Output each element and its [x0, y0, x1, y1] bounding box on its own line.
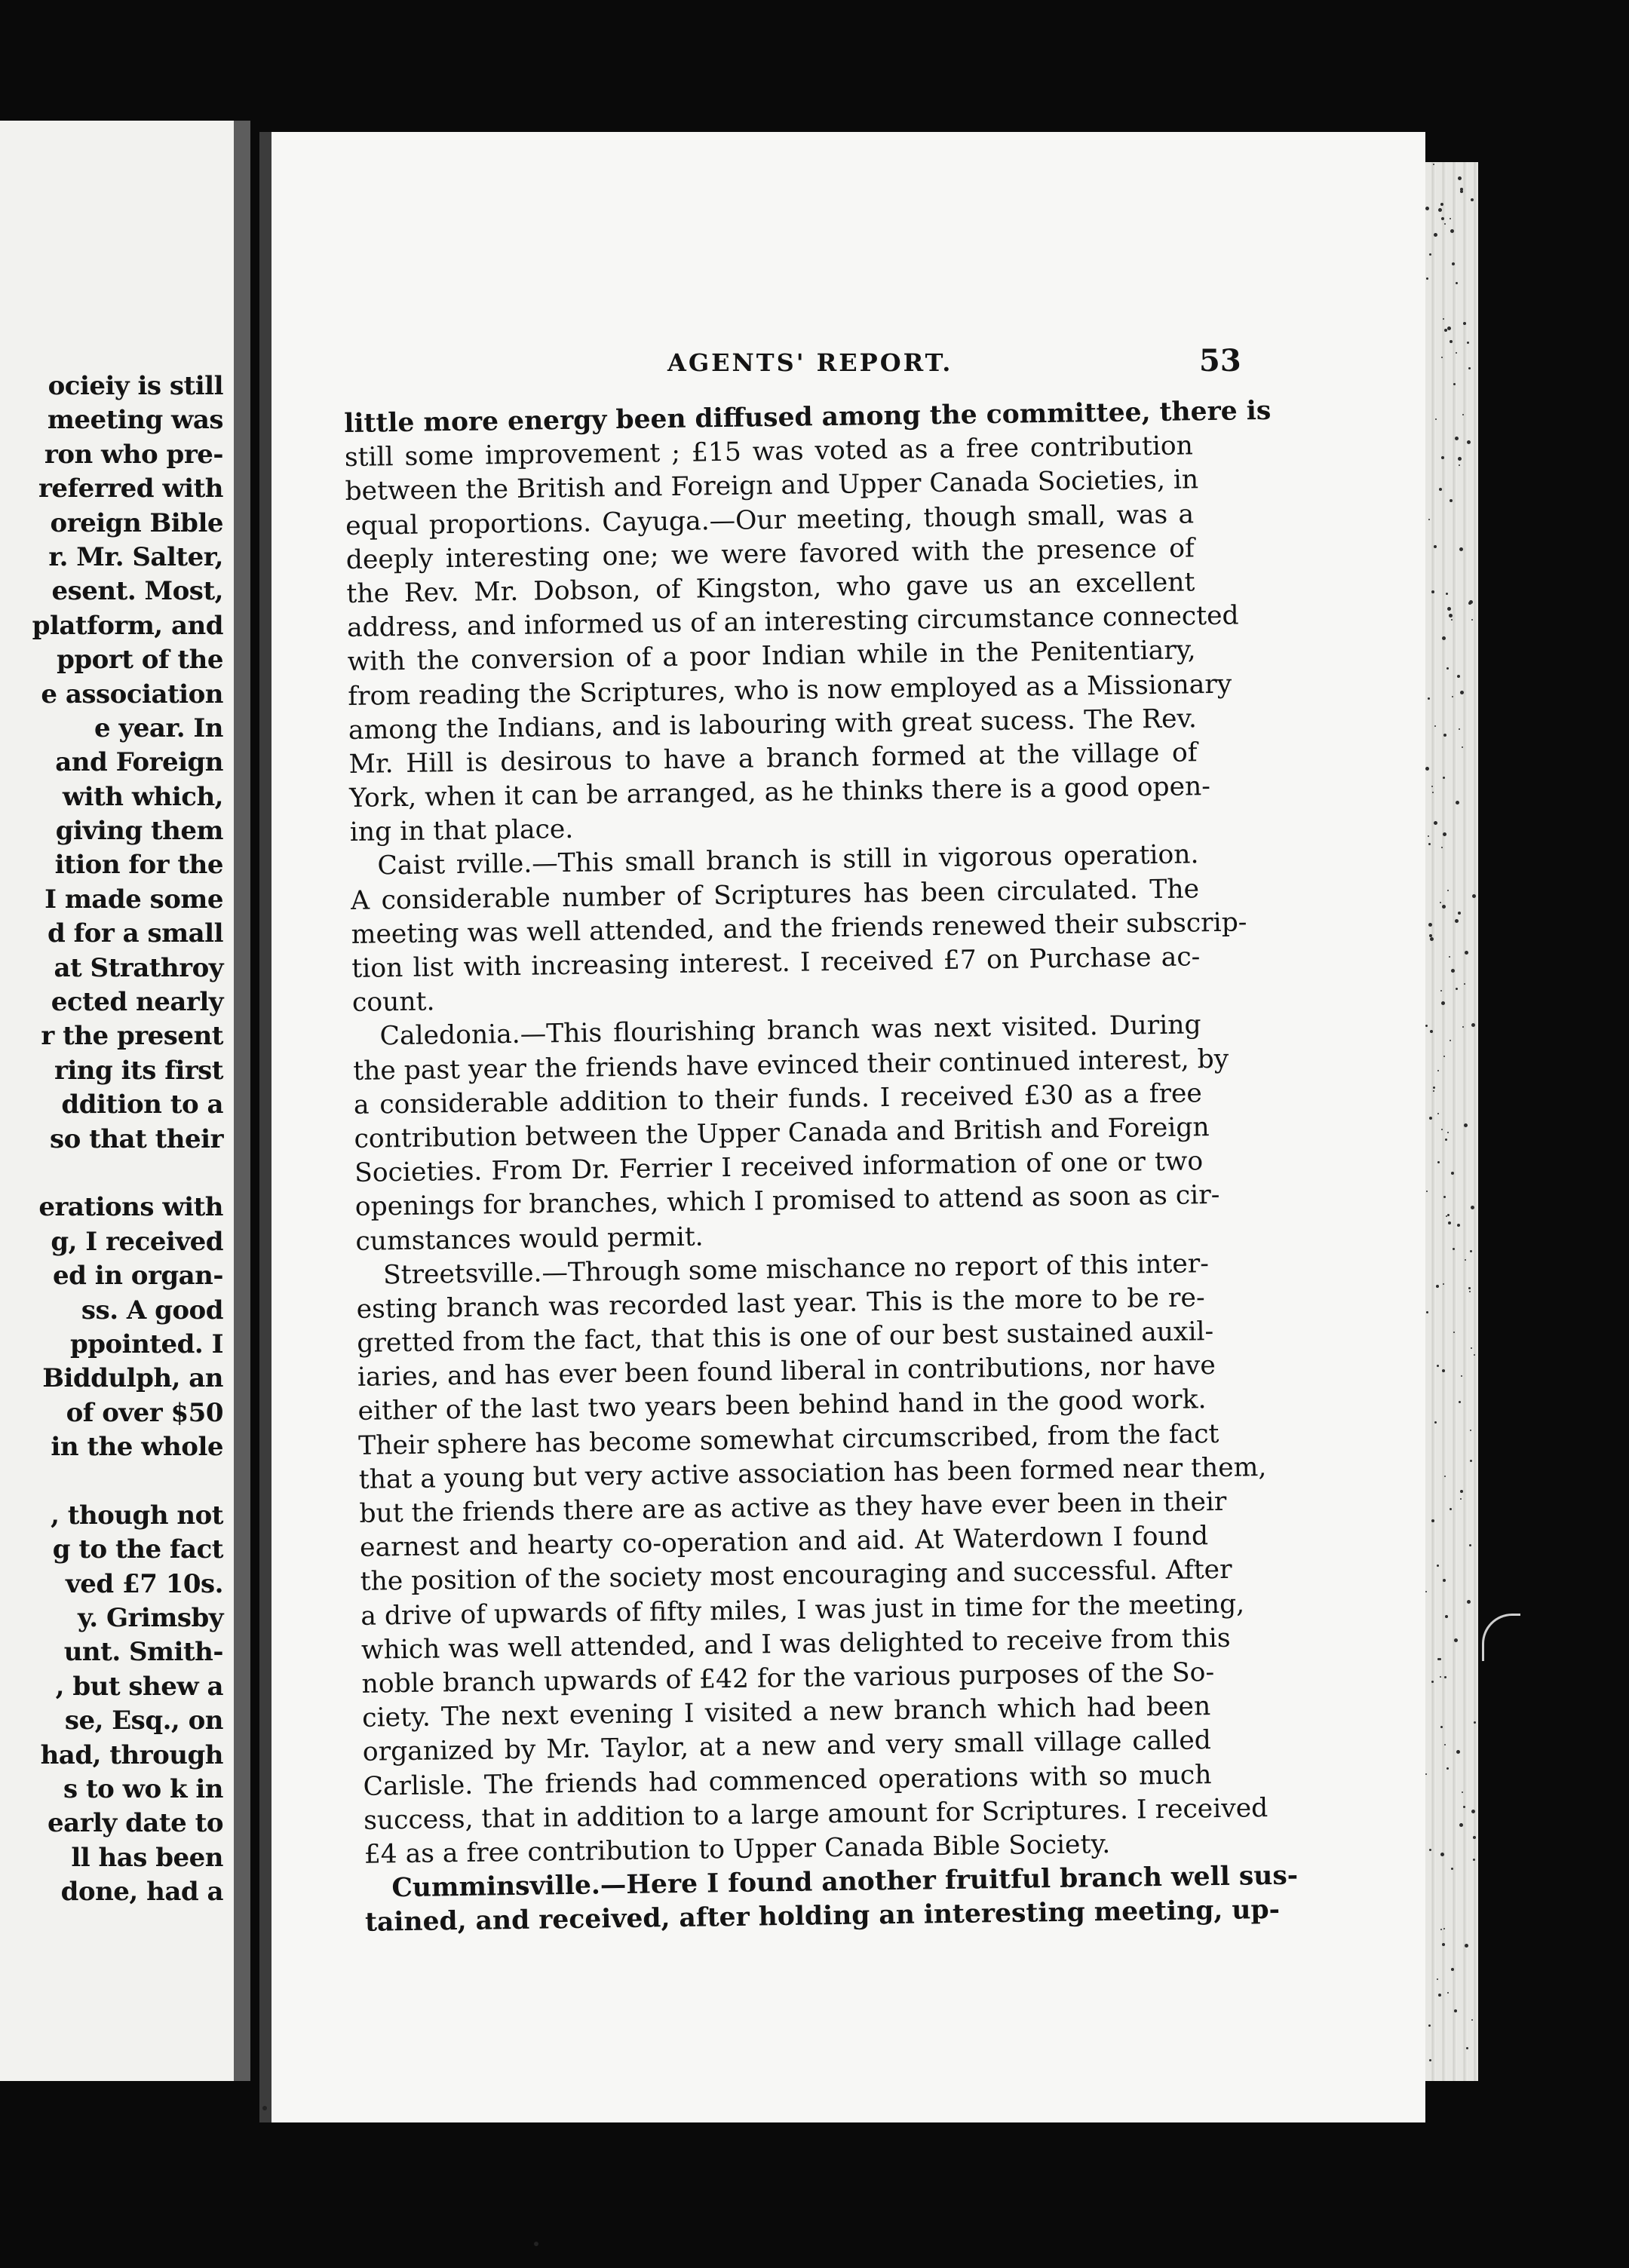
edge-speck — [1460, 691, 1464, 694]
left-page-line: g, I received — [51, 1226, 223, 1257]
edge-speck — [1471, 619, 1473, 621]
edge-speck — [1470, 1460, 1472, 1462]
edge-speck — [1462, 414, 1464, 415]
text-line: Societies. From Dr. Ferrier I received information of one or two — [354, 1146, 1204, 1189]
edge-speck — [1433, 1090, 1434, 1092]
edge-speck — [1465, 1944, 1468, 1948]
text-line: between the British and Foreign and Upper Canada Societies, in — [345, 464, 1199, 507]
text-line: Mr. Hill is desirous to have a branch formed at the village of — [348, 737, 1198, 780]
left-page-line: ocieiy is still — [48, 371, 223, 401]
edge-speck — [1429, 1849, 1431, 1851]
edge-speck — [1442, 1369, 1445, 1372]
edge-speck — [1467, 342, 1469, 344]
edge-speck — [1425, 1025, 1428, 1027]
edge-speck — [1440, 203, 1443, 206]
edge-speck — [1451, 1968, 1454, 1971]
page-edge — [1425, 162, 1478, 2081]
edge-speck — [1437, 1658, 1440, 1660]
text-line: iaries, and has ever been found liberal in contributions, nor have — [357, 1350, 1216, 1393]
edge-speck — [1428, 519, 1430, 520]
edge-speck — [1469, 600, 1473, 604]
edge-speck — [1428, 843, 1431, 845]
edge-speck — [1463, 1806, 1465, 1808]
text-line: earnest and hearty co-operation and aid. At Waterdown I found — [359, 1521, 1209, 1564]
edge-speck — [1453, 383, 1456, 385]
text-line: which was well attended, and I was delighted to receive from this — [360, 1623, 1231, 1666]
text-line: equal proportions. Cayuga.—Our meeting, though small, was a — [345, 498, 1195, 541]
edge-speck — [1445, 1139, 1447, 1141]
left-page-line: with which, — [62, 781, 223, 812]
edge-speck — [1451, 1172, 1454, 1175]
edge-speck — [1444, 1476, 1446, 1477]
text-line: tion list with increasing interest. I received £7 on Purchase ac- — [351, 942, 1201, 984]
left-page-line: ppointed. I — [69, 1329, 223, 1359]
left-page-line: ved £7 10s. — [66, 1568, 223, 1599]
text-line: esting branch was recorded last year. This is the more to be re- — [356, 1283, 1205, 1325]
edge-speck — [1458, 176, 1462, 180]
edge-speck — [1453, 1248, 1455, 1250]
edge-speck — [1464, 983, 1465, 985]
edge-speck — [1433, 1086, 1435, 1089]
text-line: that a young but very active association has been formed near them, — [358, 1451, 1267, 1495]
edge-speck — [1443, 1928, 1445, 1929]
edge-speck — [1431, 786, 1433, 787]
edge-speck — [1440, 1676, 1441, 1678]
text-line: a considerable addition to their funds. I received £30 as a free — [353, 1077, 1203, 1120]
edge-speck — [1447, 1992, 1449, 1994]
page-number: 53 — [1199, 343, 1241, 379]
edge-speck — [1448, 1221, 1451, 1224]
edge-speck — [1464, 1123, 1468, 1127]
edge-speck — [1471, 2019, 1473, 2021]
left-page-line: meeting was — [47, 405, 223, 436]
text-line: the Rev. Mr. Dobson, of Kingston, who gave us an excellent — [346, 567, 1195, 609]
left-page-line: r the present — [41, 1021, 223, 1052]
left-page-line: r. Mr. Salter, — [48, 541, 223, 572]
edge-speck — [1456, 988, 1458, 990]
edge-speck — [1462, 1791, 1463, 1793]
left-page-line: e year. In — [94, 713, 223, 743]
text-line: count. — [351, 986, 435, 1019]
edge-speck — [1456, 801, 1459, 805]
left-page-fragment — [0, 121, 250, 2081]
edge-speck — [1443, 1196, 1446, 1198]
left-page-line: ron who pre- — [44, 439, 223, 470]
edge-speck — [1471, 1206, 1474, 1209]
left-page-line: and Foreign — [55, 747, 223, 778]
edge-speck — [1458, 912, 1461, 915]
edge-speck — [1440, 902, 1441, 903]
edge-speck — [1459, 1823, 1463, 1827]
edge-speck — [1430, 937, 1434, 941]
edge-speck — [1449, 614, 1453, 618]
edge-speck — [1429, 1117, 1432, 1120]
text-line: Caledonia.—This flourishing branch was next visited. During — [379, 1010, 1201, 1052]
edge-speck — [1471, 1023, 1475, 1027]
text-line: either of the last two years been behind hand in the good work. — [357, 1384, 1207, 1427]
left-page-line: had, through — [40, 1739, 223, 1770]
edge-speck — [1470, 1430, 1471, 1431]
edge-speck — [1472, 894, 1476, 898]
edge-speck — [1429, 2059, 1431, 2061]
edge-speck — [1466, 2047, 1468, 2049]
edge-speck — [1443, 1579, 1446, 1582]
edge-speck — [1431, 1519, 1434, 1522]
text-line: Cumminsville.—Here I found another fruitful branch well sus- — [391, 1860, 1299, 1904]
edge-speck — [1441, 217, 1444, 220]
left-page-line: , though not — [51, 1500, 223, 1531]
edge-speck — [1437, 1365, 1439, 1367]
edge-speck — [1462, 746, 1463, 748]
edge-speck — [1471, 1810, 1475, 1813]
edge-speck — [1425, 1773, 1427, 1775]
text-line: contribution between the Upper Canada and British and Foreign — [354, 1112, 1210, 1154]
edge-speck — [1460, 1490, 1463, 1493]
ink-speck — [262, 2106, 267, 2110]
text-line: Caist rville.—This small branch is still in vigorous operation. — [377, 839, 1199, 881]
edge-speck — [1438, 208, 1442, 212]
edge-speck — [1434, 233, 1437, 237]
edge-speck — [1471, 198, 1474, 201]
edge-speck — [1447, 607, 1451, 611]
edge-speck — [1444, 1676, 1446, 1678]
body-text — [344, 395, 1299, 1940]
left-page-line: referred with — [38, 474, 223, 504]
edge-speck — [1437, 1113, 1439, 1114]
edge-speck — [1437, 1161, 1440, 1163]
edge-speck — [1438, 1994, 1441, 1997]
edge-speck — [1437, 1978, 1438, 1980]
text-line: deeply interesting one; we were favored with the presence of — [345, 533, 1195, 575]
edge-speck — [1441, 847, 1443, 848]
left-page-line: , but shew a — [55, 1671, 223, 1702]
left-page-line: at Strathroy — [54, 952, 223, 983]
left-page-line: I made some — [44, 884, 223, 915]
left-page-line: d for a small — [47, 918, 223, 949]
edge-speck — [1434, 725, 1436, 727]
edge-speck — [1453, 1332, 1455, 1333]
text-line: openings for branches, which I promised to attend as soon as cir- — [354, 1180, 1220, 1223]
left-page-line: pport of the — [57, 645, 223, 676]
edge-speck — [1469, 1544, 1471, 1546]
edge-speck — [1439, 488, 1442, 491]
edge-speck — [1450, 499, 1453, 502]
edge-speck — [1468, 367, 1471, 369]
left-page-line: giving them — [55, 816, 223, 847]
text-line: from reading the Scriptures, who is now employed as a Missionary — [348, 669, 1232, 712]
text-line: Streetsville.—Through some mischance no report of this inter- — [382, 1248, 1210, 1291]
edge-speck — [1433, 164, 1434, 165]
left-page-line: ed in organ- — [53, 1261, 223, 1292]
edge-speck — [1425, 207, 1429, 210]
edge-speck — [1465, 1259, 1466, 1261]
edge-speck — [1434, 821, 1437, 825]
text-line: but the friends there are as active as they have ever been in their — [359, 1486, 1227, 1529]
edge-speck — [1451, 1868, 1453, 1870]
edge-speck — [1450, 1040, 1451, 1041]
edge-speck — [1460, 190, 1463, 193]
edge-speck — [1446, 1767, 1449, 1770]
text-line: among the Indians, and is labouring with great sucess. The Rev. — [348, 703, 1198, 746]
edge-speck — [1452, 262, 1455, 265]
edge-speck — [1440, 1726, 1443, 1728]
edge-speck — [1445, 1615, 1448, 1618]
left-page-line: oreign Bible — [50, 507, 223, 538]
edge-speck — [1436, 1285, 1439, 1288]
edge-speck — [1455, 437, 1459, 440]
edge-speck — [1434, 1421, 1437, 1424]
edge-speck — [1426, 277, 1428, 280]
edge-speck — [1456, 1750, 1460, 1754]
edge-speck — [1447, 890, 1449, 891]
edge-speck — [1443, 1056, 1445, 1057]
left-page-line: se, Esq., on — [64, 1706, 223, 1736]
edge-speck — [1474, 1721, 1476, 1724]
text-line: gretted from the fact, that this is one of our best sustained auxil- — [357, 1316, 1214, 1359]
text-line: Carlisle. The friends had commenced operations with so much — [363, 1759, 1212, 1802]
edge-speck — [1452, 696, 1453, 697]
left-page-line: ition for the — [54, 850, 223, 881]
edge-speck — [1440, 990, 1442, 991]
edge-speck — [1443, 832, 1446, 836]
edge-speck — [1451, 969, 1455, 973]
edge-speck — [1428, 697, 1430, 700]
edge-speck — [1469, 1291, 1471, 1292]
text-line: £4 as a free contribution to Upper Canada Bible Society. — [364, 1828, 1111, 1870]
edge-speck — [1450, 1508, 1452, 1510]
edge-speck — [1442, 1943, 1445, 1946]
left-page-line: done, had a — [60, 1877, 223, 1908]
edge-speck — [1425, 767, 1429, 771]
left-page-line — [0, 1465, 223, 1499]
edge-speck — [1467, 440, 1471, 444]
left-page-line: ected nearly — [51, 987, 223, 1018]
left-page-text — [0, 369, 223, 1910]
edge-speck — [1462, 1026, 1464, 1028]
edge-speck — [1437, 1070, 1439, 1071]
edge-speck — [1447, 1132, 1449, 1133]
edge-speck — [1447, 326, 1451, 330]
left-page-line: s to wo k in — [63, 1774, 223, 1805]
edge-speck — [1473, 1859, 1475, 1861]
edge-speck — [1444, 223, 1446, 225]
left-page-line: y. Grimsby — [77, 1603, 223, 1634]
edge-speck — [1457, 675, 1460, 678]
left-page-line: so that their — [49, 1123, 223, 1154]
edge-speck — [1460, 1498, 1462, 1500]
text-line: organized by Mr. Taylor, at a new and very small village called — [362, 1725, 1212, 1768]
edge-speck — [1463, 322, 1466, 325]
left-page-line: ring its first — [54, 1055, 223, 1086]
edge-speck — [1459, 547, 1463, 551]
text-line: success, that in addition to a large amount for Scriptures. I received — [363, 1792, 1269, 1836]
edge-speck — [1450, 340, 1453, 343]
edge-speck — [1473, 1836, 1476, 1839]
edge-speck — [1443, 734, 1446, 737]
left-page-line: ddition to a — [61, 1090, 223, 1120]
text-line: tained, and received, after holding an interesting meeting, up- — [364, 1895, 1281, 1939]
edge-speck — [1429, 253, 1431, 256]
left-page-line: platform, and — [32, 610, 223, 641]
edge-speck — [1465, 951, 1468, 955]
text-line: ciety. The next evening I visited a new branch which had been — [362, 1691, 1211, 1733]
edge-speck — [1450, 229, 1454, 233]
text-line: York, when it can be arranged, as he thinks there is a good open- — [348, 771, 1211, 814]
left-page-line — [0, 1157, 223, 1191]
edge-speck — [1454, 1638, 1458, 1642]
text-line: a drive of upwards of fifty miles, I was just in time for the meeting, — [360, 1589, 1245, 1632]
edge-speck — [1431, 1681, 1434, 1683]
edge-speck — [1441, 357, 1443, 358]
edge-speck — [1455, 919, 1459, 923]
left-page-line: Biddulph, an — [42, 1363, 223, 1394]
edge-speck — [1426, 1191, 1428, 1192]
edge-speck — [1442, 905, 1446, 909]
left-page-line: unt. Smith- — [63, 1637, 223, 1668]
hook-mark — [1482, 1614, 1520, 1661]
left-page-line: e association — [41, 679, 223, 710]
edge-speck — [1456, 282, 1458, 284]
edge-speck — [1459, 1401, 1461, 1403]
left-page-line: ss. A good — [81, 1295, 223, 1326]
text-line: the position of the society most encouraging and successful. After — [360, 1555, 1232, 1598]
edge-speck — [1451, 619, 1453, 621]
text-line: Their sphere has become somewhat circumscribed, from the fact — [357, 1418, 1219, 1461]
edge-speck — [1437, 1565, 1439, 1567]
edge-speck — [1446, 593, 1448, 595]
text-line: noble branch upwards of £42 for the various purposes of the So- — [361, 1657, 1215, 1699]
edge-speck — [1474, 1354, 1475, 1356]
edge-speck — [1428, 923, 1432, 927]
edge-speck — [1444, 1744, 1446, 1745]
left-page-line: of over $50 — [66, 1397, 223, 1428]
edge-speck — [1471, 1347, 1472, 1349]
edge-speck — [1454, 2009, 1457, 2012]
ink-speck — [534, 2242, 538, 2246]
edge-speck — [1441, 456, 1444, 459]
edge-speck — [1449, 956, 1450, 958]
edge-speck — [1443, 318, 1444, 320]
edge-speck — [1459, 464, 1460, 466]
edge-speck — [1430, 1030, 1433, 1033]
edge-speck — [1456, 352, 1457, 354]
edge-speck — [1428, 835, 1429, 837]
edge-speck — [1432, 792, 1434, 793]
left-page-line: early date to — [48, 1808, 223, 1839]
edge-speck — [1443, 1283, 1444, 1285]
edge-speck — [1426, 1311, 1428, 1313]
text-line: still some improvement ; £15 was voted as a free contribution — [344, 431, 1194, 474]
edge-speck — [1450, 218, 1451, 219]
edge-speck — [1425, 1591, 1427, 1592]
edge-speck — [1457, 1224, 1460, 1227]
edge-speck — [1443, 777, 1445, 779]
left-page-line: ll has been — [71, 1842, 223, 1873]
edge-speck — [1468, 1287, 1471, 1289]
edge-speck — [1446, 667, 1449, 670]
left-page-line: g to the fact — [52, 1534, 223, 1565]
edge-speck — [1447, 1214, 1450, 1216]
left-page-line: erations with — [38, 1192, 223, 1223]
edge-speck — [1442, 636, 1446, 640]
edge-speck — [1428, 2024, 1431, 2027]
text-line: meeting was well attended, and the friends renewed their subscrip- — [351, 907, 1247, 950]
edge-speck — [1431, 590, 1434, 593]
text-line: the past year the friends have evinced their continued interest, by — [353, 1044, 1229, 1086]
text-line: address, and informed us of an interesting circumstance connected — [346, 600, 1239, 644]
left-page-line: in the whole — [51, 1432, 223, 1463]
edge-speck — [1470, 1250, 1472, 1252]
text-line: ing in that place. — [349, 814, 574, 848]
edge-speck — [1435, 418, 1437, 420]
edge-speck — [1458, 457, 1462, 461]
edge-speck — [1440, 1853, 1444, 1856]
edge-speck — [1441, 1001, 1445, 1005]
edge-speck — [1467, 1600, 1471, 1604]
text-line: cumstances would permit. — [355, 1221, 704, 1257]
text-line: little more energy been diffused among the committee, there is — [344, 395, 1272, 439]
edge-speck — [1440, 1929, 1442, 1930]
edge-speck — [1434, 545, 1437, 548]
edge-speck — [1441, 1129, 1443, 1130]
edge-speck — [1461, 1375, 1462, 1377]
text-line: with the conversion of a poor Indian while in the Penitentiary, — [347, 635, 1196, 678]
edge-speck — [1459, 728, 1460, 730]
text-line: A considerable number of Scriptures has been circulated. The — [350, 873, 1200, 916]
running-head: AGENTS' REPORT. — [667, 348, 953, 377]
left-page-line: esent. Most, — [51, 576, 223, 607]
